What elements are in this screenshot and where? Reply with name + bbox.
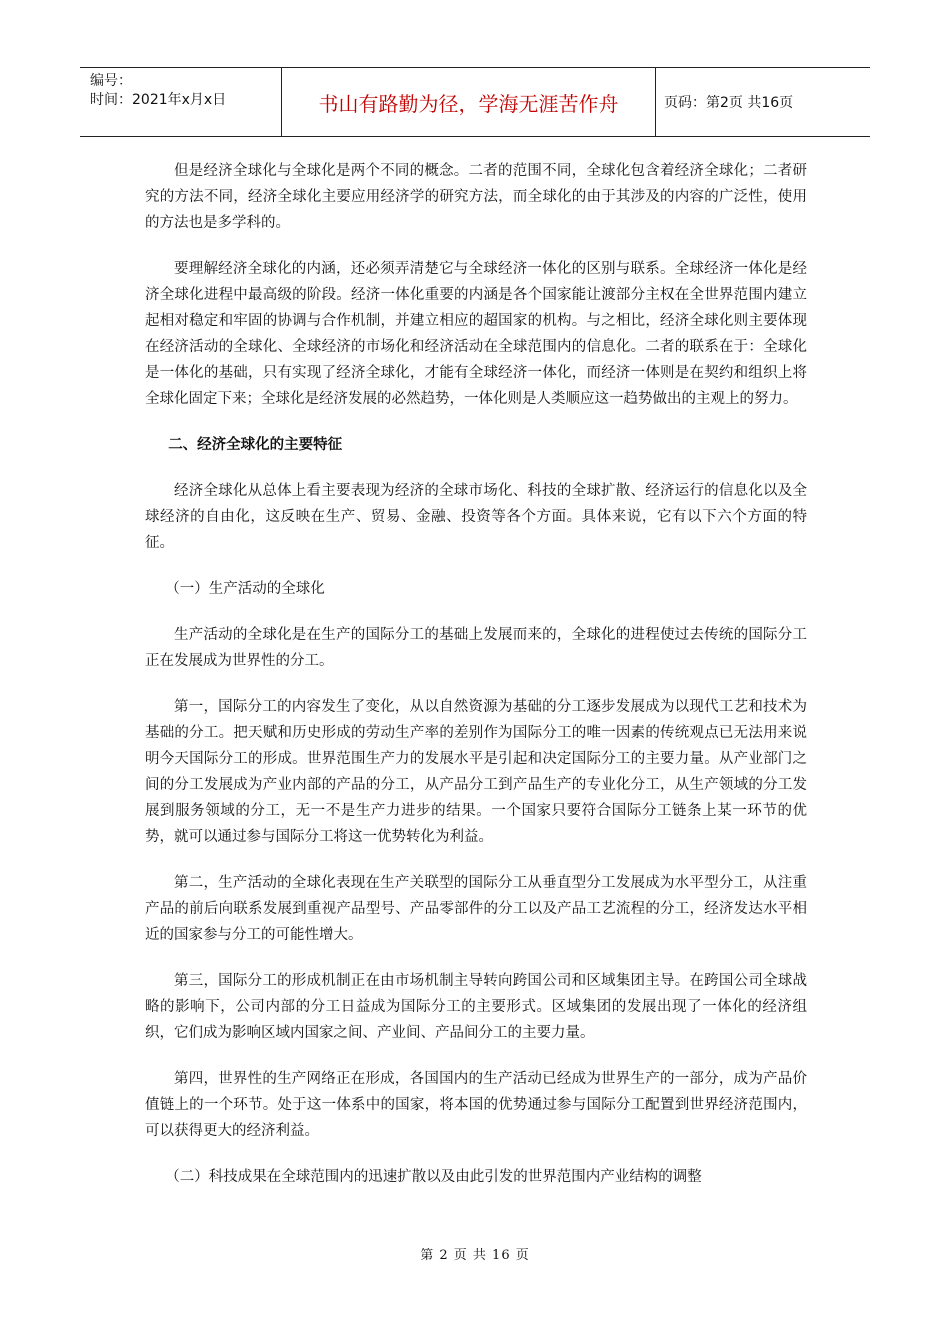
subsection-heading: （一）生产活动的全球化 [165,581,325,597]
paragraph: 但是经济全球化与全球化是两个不同的概念。二者的范围不同，全球化包含着经济全球化；二者研究的方法不同，经济全球化主要应用经济学的研究方法，而全球化的由于其涉及的内容的广泛性，使用的方法也是多学科的。 [145,163,807,231]
paragraph: 第四，世界性的生产网络正在形成，各国国内的生产活动已经成为世界生产的一部分，成为产品价值链上的一个环节。处于这一体系中的国家，将本国的优势通过参与国际分工配置到世界经济范围内，可以获得更大的经济利益。 [145,1071,807,1139]
paragraph: 生产活动的全球化是在生产的国际分工的基础上发展而来的，全球化的进程使过去传统的国际分工正在发展成为世界性的分工。 [145,627,807,669]
subsection-heading: （二）科技成果在全球范围内的迅速扩散以及由此引发的世界范围内产业结构的调整 [165,1169,702,1185]
header-motto: 书山有路勤为径，学海无涯苦作舟 [282,68,656,136]
header-page-info: 页码：第2页 共16页 [664,95,794,111]
paragraph: 经济全球化从总体上看主要表现为经济的全球市场化、科技的全球扩散、经济运行的信息化以及全球经济的自由化，这反映在生产、贸易、金融、投资等各个方面。具体来说，它有以下六个方面的特征。 [145,483,807,551]
paragraph: 第一，国际分工的内容发生了变化，从以自然资源为基础的分工逐步发展成为以现代工艺和技术为基础的分工。把天赋和历史形成的劳动生产率的差别作为国际分工的唯一因素的传统观点已无法用来说明今天国际分工的形成。世界范围生产力的发展水平是引起和决定国际分工的主要力量。从产业部门之间的分工发展成为产业内部的产品的分工，从产品分工到产品生产的专业化分工，从生产领域的分工发展到服务领域的分工，无一不是生产力进步的结果。一个国家只要符合国际分工链条上某一环节的优势，就可以通过参与国际分工将这一优势转化为利益。 [145,699,807,845]
page-footer: 第 2 页 共 16 页 [420,1248,530,1263]
document-body [145,158,807,1210]
paragraph: 第三，国际分工的形成机制正在由市场机制主导转向跨国公司和区域集团主导。在跨国公司全球战略的影响下，公司内部的分工日益成为国际分工的主要形式。区域集团的发展出现了一体化的经济组织，它们成为影响区域内国家之间、产业间、产品间分工的主要力量。 [145,973,807,1041]
page-header [80,67,870,137]
document-time-label: 时间：2021年x月x日 [90,92,227,108]
document-number-label: 编号： [90,73,132,89]
header-meta-cell [80,68,282,136]
section-heading: 二、经济全球化的主要特征 [168,436,343,453]
paragraph: 第二，生产活动的全球化表现在生产关联型的国际分工从垂直型分工发展成为水平型分工，从注重产品的前后向联系发展到重视产品型号、产品零部件的分工以及产品工艺流程的分工，经济发达水平相近的国家参与分工的可能性增大。 [145,875,807,943]
paragraph: 要理解经济全球化的内涵，还必须弄清楚它与全球经济一体化的区别与联系。全球经济一体化是经济全球化进程中最高级的阶段。经济一体化重要的内涵是各个国家能让渡部分主权在全世界范围内建立起相对稳定和牢固的协调与合作机制，并建立相应的超国家的机构。与之相比，经济全球化则主要体现在经济活动的全球化、全球经济的市场化和经济活动在全球范围内的信息化。二者的联系在于：全球化是一体化的基础，只有实现了经济全球化，才能有全球经济一体化，而经济一体则是在契约和组织上将全球化固定下来；全球化是经济发展的必然趋势，一体化则是人类顺应这一趋势做出的主观上的努力。 [145,261,807,407]
